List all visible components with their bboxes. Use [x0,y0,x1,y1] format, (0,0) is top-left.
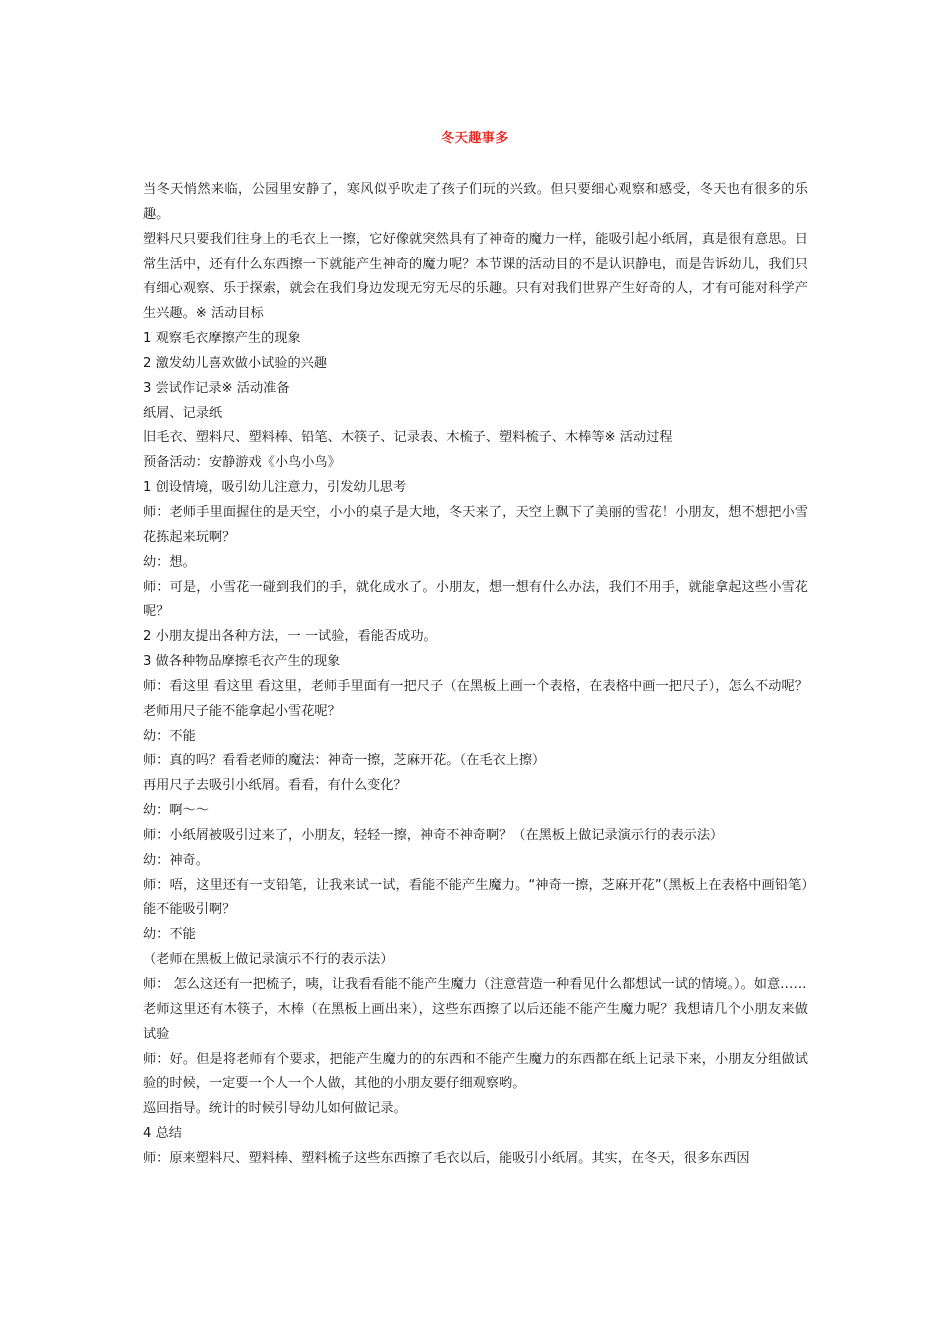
document-title: 冬天趣事多 [441,131,509,146]
paragraph: 1 观察毛衣摩擦产生的现象 [143,331,301,347]
paragraph: 当冬天悄然来临，公园里安静了，寒风似乎吹走了孩子们玩的兴致。但只要细心观察和感受，冬天也有很多的乐趣。 [143,182,808,222]
document-body [143,178,808,1172]
paragraph: 师：看这里 看这里 看这里，老师手里面有一把尺子（在黑板上画一个表格，在表格中画一把尺子），怎么不动呢？老师用尺子能不能拿起小雪花呢？ [143,678,808,719]
paragraph: 纸屑、记录纸 [143,405,223,421]
paragraph: 1 创设情境，吸引幼儿注意力，引发幼儿思考 [143,480,407,496]
paragraph: 再用尺子去吸引小纸屑。看看，有什么变化？ [143,778,407,794]
paragraph: 师： 怎么这还有一把梳子，咦，让我看看能不能产生魔力（注意营造一种看见什么都想试一试的情境。）。如意…… [143,977,807,992]
paragraph: 3 做各种物品摩擦毛衣产生的现象 [143,654,341,670]
paragraph: 师：原来塑料尺、塑料棒、塑料梳子这些东西擦了毛衣以后，能吸引小纸屑。其实，在冬天，很多东西因 [143,1150,750,1166]
paragraph: 师：唔，这里还有一支铅笔，让我来试一试，看能不能产生魔力。“神奇一擦，芝麻开花”（黑板上在表格中画铅笔）能不能吸引啊？ [143,877,808,918]
paragraph: 师：好。但是将老师有个要求，把能产生魔力的的东西和不能产生魔力的东西都在纸上记录下来，小朋友分组做试验的时候，一定要一个人一个人做，其他的小朋友要仔细观察哟。 [143,1051,808,1092]
paragraph: 幼：不能 [143,927,196,943]
paragraph: 巡回指导。统计的时候引导幼儿如何做记录。 [143,1101,407,1117]
paragraph: 4 总结 [143,1126,182,1142]
paragraph: 老师这里还有木筷子，木棒（在黑板上画出来），这些东西擦了以后还能不能产生魔力呢？我想请几个小朋友来做试验 [143,1001,808,1042]
paragraph: （老师在黑板上做记录演示不行的表示法） [143,952,394,968]
paragraph: 2 激发幼儿喜欢做小试验的兴趣 [143,355,328,371]
paragraph: 师：小纸屑被吸引过来了，小朋友，轻轻一擦，神奇不神奇啊？（在黑板上做记录演示行的表示法） [143,827,724,843]
paragraph: 师：可是，小雪花一碰到我们的手，就化成水了。小朋友，想一想有什么办法，我们不用手，就能拿起这些小雪花呢？ [143,579,808,620]
paragraph: 塑料尺只要我们往身上的毛衣上一擦，它好像就突然具有了神奇的魔力一样，能吸引起小纸屑，真是很有意思。日常生活中，还有什么东西擦一下就能产生神奇的魔力呢？本节课的活动目的不是认识静电，而是告诉幼儿，我们只有细心观察、乐于探索，就会在我们身边发现无穷无尽的乐趣。只有对我们世界产生好奇的人，才有可能对科学产生兴趣。※ 活动目标 [143,231,808,322]
paragraph: 2 小朋友提出各种方法，一 一试验，看能否成功。 [143,629,437,645]
paragraph: 旧毛衣、塑料尺、塑料棒、铅笔、木筷子、记录表、木梳子、塑料梳子、木棒等※ 活动过程 [143,430,673,446]
paragraph: 幼：神奇。 [143,852,209,868]
paragraph: 预备活动：安静游戏《小鸟小鸟》 [143,455,341,471]
paragraph: 幼：不能 [143,728,196,744]
paragraph: 幼：啊～～ [143,803,209,819]
paragraph: 师：老师手里面握住的是天空，小小的桌子是大地，冬天来了，天空上飘下了美丽的雪花！小朋友，想不想把小雪花拣起来玩啊？ [143,504,808,545]
paragraph: 3 尝试作记录※ 活动准备 [143,380,290,396]
paragraph: 师：真的吗？看看老师的魔法：神奇一擦，芝麻开花。（在毛衣上擦） [143,753,546,769]
paragraph: 幼：想。 [143,554,196,570]
